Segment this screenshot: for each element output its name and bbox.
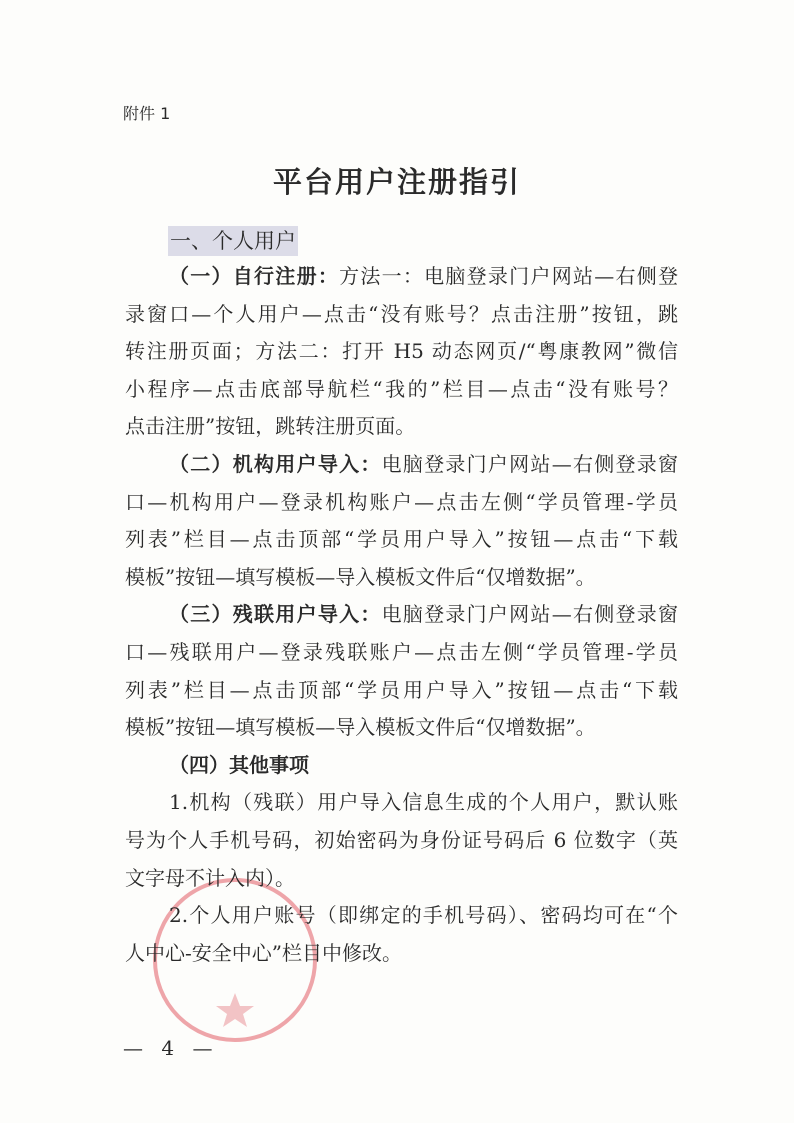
page-title: 平台用户注册指引: [272, 165, 521, 199]
paragraph-lead: （二）机构用户导入：: [169, 451, 382, 476]
text-line: 列表”栏目—点击顶部“学员用户导入”按钮—点击“下载: [125, 527, 678, 552]
text-line: 文字母不计入内）。: [125, 865, 295, 890]
seal-star-icon: [216, 993, 254, 1027]
text-line: 模板”按钮—填写模板—导入模板文件后“仅增数据”。: [125, 715, 596, 740]
section-heading-personal-users: 一、个人用户: [168, 226, 298, 256]
paragraph-org-import-line: [125, 446, 678, 484]
text-line: 录窗口—个人用户—点击“没有账号？点击注册”按钮，跳: [125, 301, 678, 326]
paragraph-self-register-line: [125, 258, 678, 296]
attachment-label: 附件 1: [123, 104, 171, 123]
text-line: 号为个人手机号码，初始密码为身份证号码后 6 位数字（英: [125, 827, 678, 852]
item-1-line: 1.机构（残联）用户导入信息生成的个人用户，默认账: [169, 790, 678, 815]
text-line: 模板”按钮—填写模板—导入模板文件后“仅增数据”。: [125, 564, 596, 589]
text-line: 转注册页面；方法二：打开 H5 动态网页/“粤康教网”微信: [125, 339, 678, 364]
document-body: [125, 258, 678, 972]
paragraph-lead: （一）自行注册：: [169, 264, 340, 288]
text: 电脑登录门户网站—右侧登录窗: [381, 602, 679, 627]
text: 方法一：电脑登录门户网站—右侧登: [339, 264, 679, 288]
paragraph-dpf-import-line: [125, 596, 678, 634]
page-number: — 4 —: [123, 1036, 219, 1060]
text-line: 列表”栏目—点击顶部“学员用户导入”按钮—点击“下载: [125, 677, 678, 702]
text-line: 小程序—点击底部导航栏“我的”栏目—点击“没有账号？: [125, 376, 678, 401]
text-line: 点击注册”按钮，跳转注册页面。: [125, 414, 416, 439]
text: 电脑登录门户网站—右侧登录窗: [381, 451, 679, 476]
paragraph-lead: （三）残联用户导入：: [169, 602, 382, 627]
text-line: 口—机构用户—登录机构账户—点击左侧“学员管理-学员: [125, 489, 678, 514]
subheading-other-matters: （四）其他事项: [169, 752, 309, 777]
text-line: 人中心-安全中心”栏目中修改。: [125, 940, 402, 965]
item-2-line: 2.个人用户账号（即绑定的手机号码）、密码均可在“个: [169, 903, 678, 928]
text-line: 口—残联用户—登录残联账户—点击左侧“学员管理-学员: [125, 639, 678, 664]
